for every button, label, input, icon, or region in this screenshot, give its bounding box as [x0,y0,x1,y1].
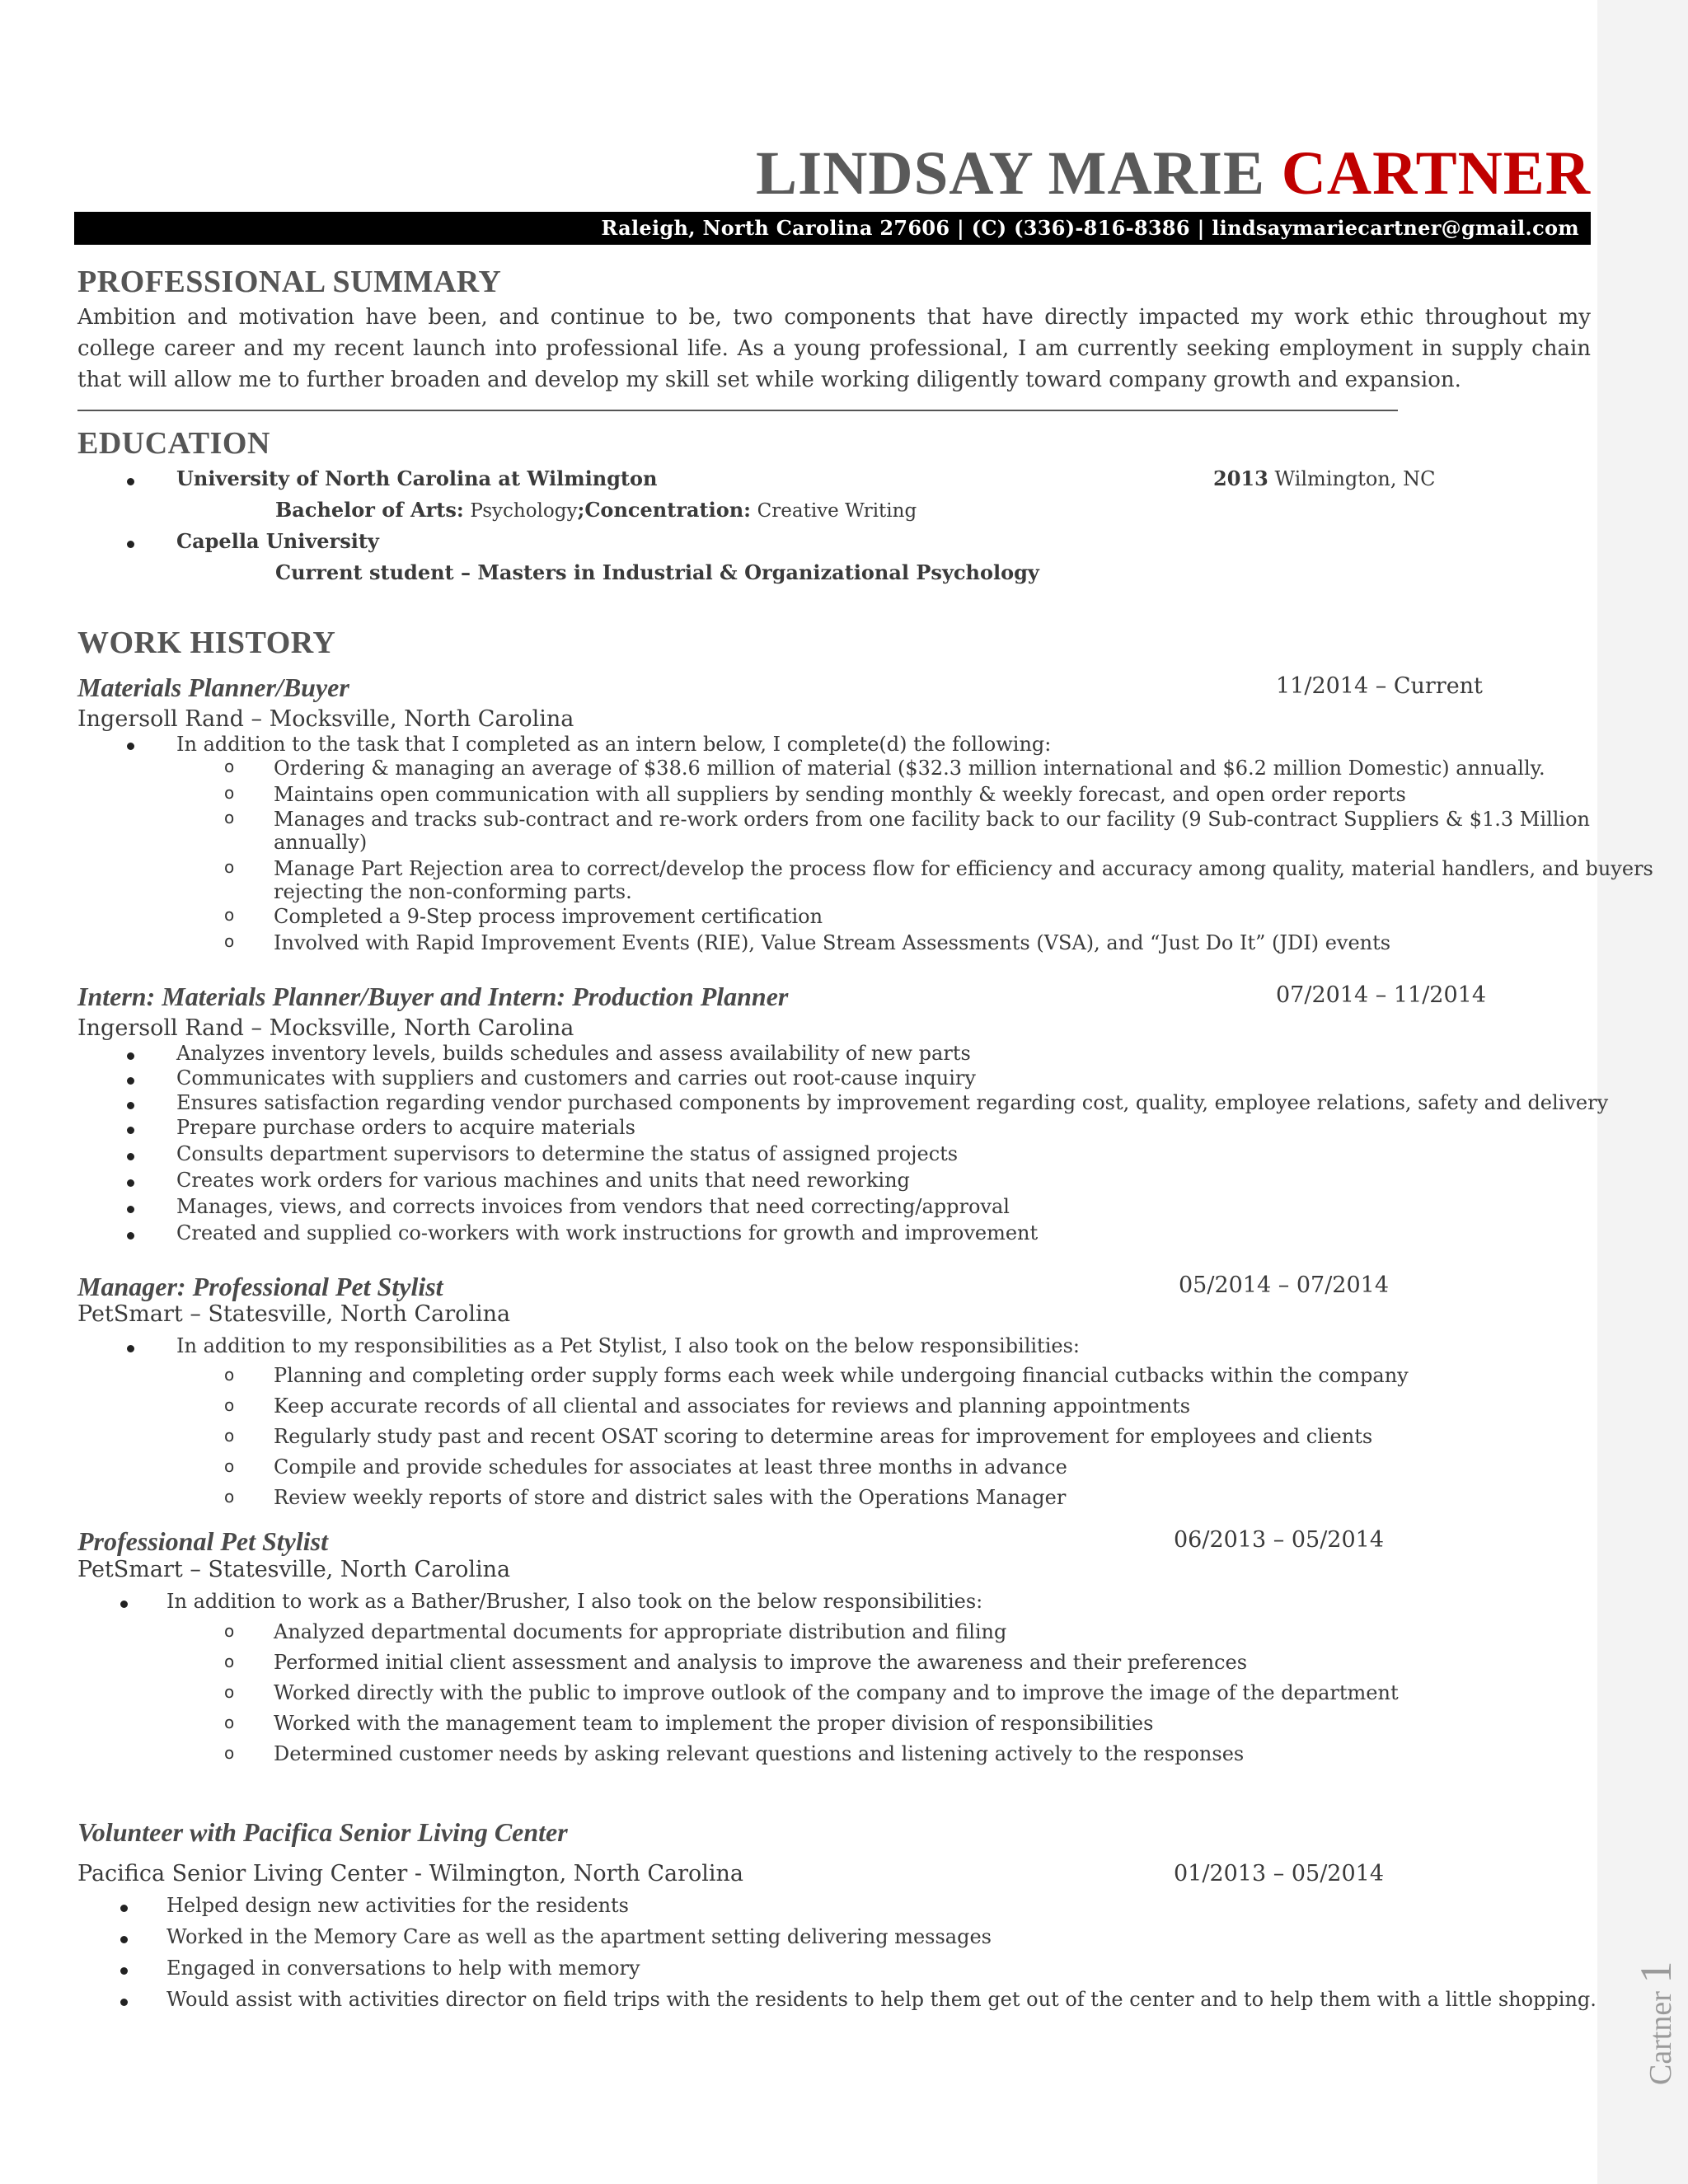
job-detail: Compile and provide schedules for associates at least three months in advance [274,1455,1067,1479]
sub-bullet-icon: o [224,1426,235,1446]
job-intro: In addition to the task that I completed as an intern below, I complete(d) the following: [176,733,1052,756]
job-title: Manager: Professional Pet Stylist [77,1272,443,1301]
job-detail: Manages and tracks sub-contract and re-work orders from one facility back to our facility (9 Sub-contract Suppliers & $1.3 Million [274,808,1590,831]
job-detail: Worked directly with the public to improve outlook of the company and to improve the image of the department [274,1681,1399,1704]
bullet-icon [120,1936,128,1943]
page-number: 1 [1631,1961,1681,1984]
bullet-icon [127,1206,134,1213]
job-detail: Determined customer needs by asking relevant questions and listening actively to the responses [274,1742,1245,1765]
education-year-location [1213,466,1435,490]
job-company: Ingersoll Rand – Mocksville, North Carolina [77,706,574,732]
job-duty: Analyzes inventory levels, builds schedules and assess availability of new parts [176,1042,971,1065]
job-detail: Maintains open communication with all suppliers by sending monthly & weekly forecast, and open order reports [274,783,1406,806]
job-date: 01/2013 – 05/2014 [1174,1861,1384,1886]
degree-separator: ; [577,498,585,522]
job-company: Ingersoll Rand – Mocksville, North Carolina [77,1015,574,1041]
job-duty: Manages, views, and corrects invoices from vendors that need correcting/approval [176,1195,1010,1218]
name-first: LINDSAY MARIE [756,139,1266,208]
sub-bullet-icon: o [224,857,235,877]
job-company: PetSmart – Statesville, North Carolina [77,1301,511,1327]
job-date: 05/2014 – 07/2014 [1179,1272,1389,1298]
section-divider [77,410,1398,411]
bullet-icon [120,1967,128,1975]
job-detail: Keep accurate records of all cliental and associates for reviews and planning appointments [274,1394,1191,1418]
sub-bullet-icon: o [224,1743,235,1763]
bullet-icon [127,1179,134,1187]
education-school: Capella University [176,529,379,553]
bullet-icon [127,478,134,485]
concentration-label: Concentration: [584,498,752,522]
sub-bullet-icon: o [224,1487,235,1507]
job-detail: Planning and completing order supply forms each week while undergoing financial cutbacks within the company [274,1364,1409,1387]
job-company: Pacifica Senior Living Center - Wilmington, North Carolina [77,1861,744,1886]
job-detail: Performed initial client assessment and analysis to improve the awareness and their preferences [274,1651,1248,1674]
job-detail: Involved with Rapid Improvement Events (RIE), Value Stream Assessments (VSA), and “Just Do It” (JDI) events [274,931,1391,954]
bullet-icon [127,1127,134,1134]
job-duty: Ensures satisfaction regarding vendor purchased components by improvement regarding cost, quality, employee relations, safety and delivery [176,1091,1609,1114]
page-footer [1630,1961,1681,2085]
job-detail-continued: rejecting the non-conforming parts. [274,880,632,903]
bullet-icon [127,1077,134,1085]
education-year: 2013 [1213,466,1268,490]
sub-bullet-icon: o [224,931,235,951]
sub-bullet-icon: o [224,1456,235,1476]
name-last: CARTNER [1281,139,1591,208]
bullet-icon [127,541,134,548]
bullet-icon [120,1601,128,1608]
job-duty: Consults department supervisors to determine the status of assigned projects [176,1142,959,1165]
summary-heading: PROFESSIONAL SUMMARY [77,265,502,299]
bullet-icon [127,1052,134,1060]
job-company: PetSmart – Statesville, North Carolina [77,1557,511,1582]
bullet-icon [120,1905,128,1912]
job-duty: Creates work orders for various machines and units that need reworking [176,1169,910,1192]
sub-bullet-icon: o [224,1395,235,1415]
right-margin-band [1597,0,1688,2184]
job-duty: Communicates with suppliers and customers and carries out root-cause inquiry [176,1066,976,1090]
job-date: 06/2013 – 05/2014 [1174,1527,1384,1553]
degree-value: Psychology [470,500,578,522]
sub-bullet-icon: o [224,783,235,803]
bullet-icon [127,1102,134,1109]
job-detail: Regularly study past and recent OSAT scoring to determine areas for improvement for employees and clients [274,1425,1373,1448]
job-intro: In addition to my responsibilities as a Pet Stylist, I also took on the below responsibilities: [176,1334,1080,1357]
education-heading: EDUCATION [77,426,270,461]
sub-bullet-icon: o [224,757,235,776]
work-history-heading: WORK HISTORY [77,626,336,660]
job-duty: Prepare purchase orders to acquire materials [176,1116,635,1139]
sub-bullet-icon: o [224,1713,235,1732]
bullet-icon [127,1232,134,1240]
sub-bullet-icon: o [224,1682,235,1702]
candidate-name [756,138,1591,209]
job-detail: Completed a 9-Step process improvement certification [274,905,823,928]
contact-bar: Raleigh, North Carolina 27606 | (C) (336)-816-8386 | lindsaymariecartner@gmail.com [74,212,1591,245]
bullet-icon [127,1345,134,1352]
sub-bullet-icon: o [224,905,235,925]
education-detail: Current student – Masters in Industrial & Organizational Psychology [275,560,1039,584]
job-duty: Helped design new activities for the residents [166,1894,629,1917]
sub-bullet-icon: o [224,1365,235,1385]
job-title: Materials Planner/Buyer [77,673,349,702]
job-date: 07/2014 – 11/2014 [1276,982,1486,1008]
job-duty: Would assist with activities director on field trips with the residents to help them get out of the center and to help them with a little shopping. [166,1988,1597,2011]
job-duty: Created and supplied co-workers with work instructions for growth and improvement [176,1221,1039,1244]
job-date: 11/2014 – Current [1276,673,1483,699]
job-detail: Ordering & managing an average of $38.6 million of material ($32.3 million international and $6.2 million Domestic) annually. [274,757,1545,780]
job-duty: Worked in the Memory Care as well as the apartment setting delivering messages [166,1925,992,1948]
sub-bullet-icon: o [224,1621,235,1641]
sub-bullet-icon: o [224,1652,235,1671]
education-degree [275,498,917,522]
job-duty: Engaged in conversations to help with memory [166,1957,640,1980]
summary-text: Ambition and motivation have been, and continue to be, two components that have directly impacted my work ethic throughout my college career and my recent launch into professional life. As a young professional, I am currently seeking employment in supply chain that will allow me to further broaden and develop my skill set while working diligently toward company growth and expansion. [77,305,1591,392]
bullet-icon [127,1153,134,1160]
job-detail: Manage Part Rejection area to correct/develop the process flow for efficiency and accuracy among quality, material handlers, and buyers [274,857,1653,880]
degree-label: Bachelor of Arts: [275,498,464,522]
job-title: Intern: Materials Planner/Buyer and Intern: Production Planner [77,982,789,1011]
job-intro: In addition to work as a Bather/Brusher, I also took on the below responsibilities: [166,1590,983,1613]
job-detail: Worked with the management team to implement the proper division of responsibilities [274,1712,1154,1735]
bullet-icon [127,743,134,750]
job-title: Professional Pet Stylist [77,1526,328,1556]
concentration-value: Creative Writing [757,500,917,522]
education-school: University of North Carolina at Wilmington [176,466,658,490]
job-detail: Analyzed departmental documents for appropriate distribution and filing [274,1620,1007,1643]
job-detail: Review weekly reports of store and district sales with the Operations Manager [274,1486,1067,1509]
bullet-icon [120,1999,128,2006]
job-detail-continued: annually) [274,831,368,854]
job-title: Volunteer with Pacifica Senior Living Center [77,1817,568,1847]
sub-bullet-icon: o [224,808,235,827]
footer-name: Cartner [1643,1991,1678,2085]
education-location: Wilmington, NC [1274,467,1436,490]
